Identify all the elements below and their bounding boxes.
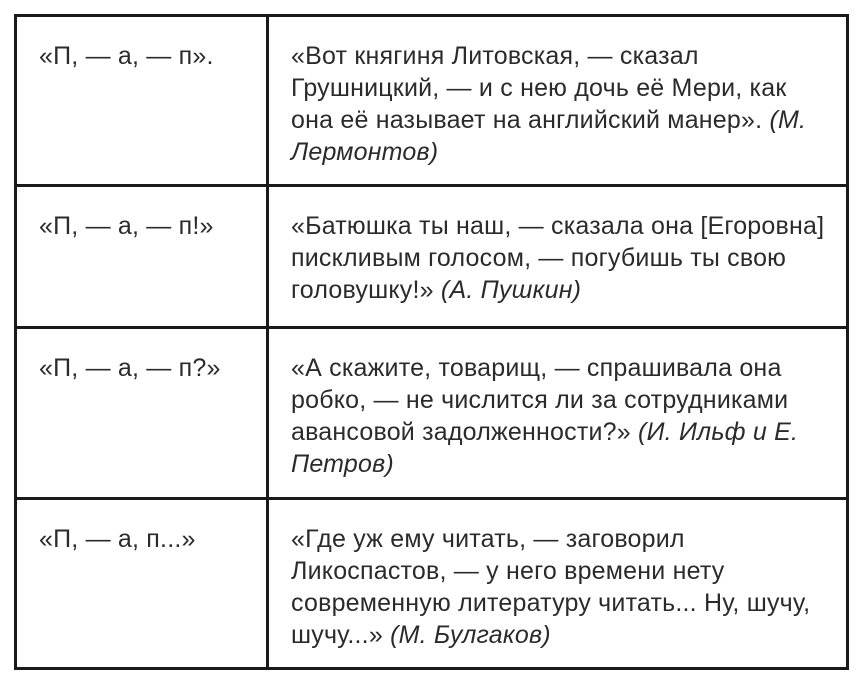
quote-author: (И. Ильф и Е. Петров) xyxy=(291,418,799,479)
table-row xyxy=(16,186,848,328)
quote-text: «Вот княгиня Литовская, — сказал Грушницкий, — и с нею дочь её Мери, как она её называет на английский манер». xyxy=(291,42,787,134)
example-cell xyxy=(268,328,848,498)
table-row xyxy=(16,498,848,668)
scheme-text: «П, — а, — п?» xyxy=(39,354,221,383)
table-row xyxy=(16,16,848,186)
quote-text: «Где уж ему читать, — заговорил Ликоспастов, — у него времени нету современную литературу читать... Ну, шучу, шучу...» xyxy=(291,524,811,649)
punctuation-table xyxy=(14,14,849,670)
scheme-cell xyxy=(16,186,268,328)
scheme-text: «П, — а, — п». xyxy=(39,42,214,70)
scheme-cell xyxy=(16,328,268,498)
scheme-cell xyxy=(16,498,268,668)
scheme-cell xyxy=(16,16,268,186)
quote-author: (М. Лермонтов) xyxy=(291,106,807,166)
example-cell xyxy=(268,186,848,328)
quote-author: (М. Булгаков) xyxy=(390,620,551,649)
scheme-text: «П, — а, — п!» xyxy=(39,212,214,241)
example-cell xyxy=(268,16,848,186)
quote-author: (А. Пушкин) xyxy=(440,276,582,305)
quote-text: «Батюшка ты наш, — сказала она [Егоровна] пискливым голосом, — погубишь ты свою головушку!» xyxy=(291,212,825,305)
table-row xyxy=(16,328,848,498)
scheme-text: «П, — а, п...» xyxy=(39,524,196,553)
quote-text: «А скажите, товарищ, — спрашивала она робко, — не числится ли за сотрудниками авансовой задолженности?» xyxy=(291,354,789,447)
example-cell xyxy=(268,498,848,668)
